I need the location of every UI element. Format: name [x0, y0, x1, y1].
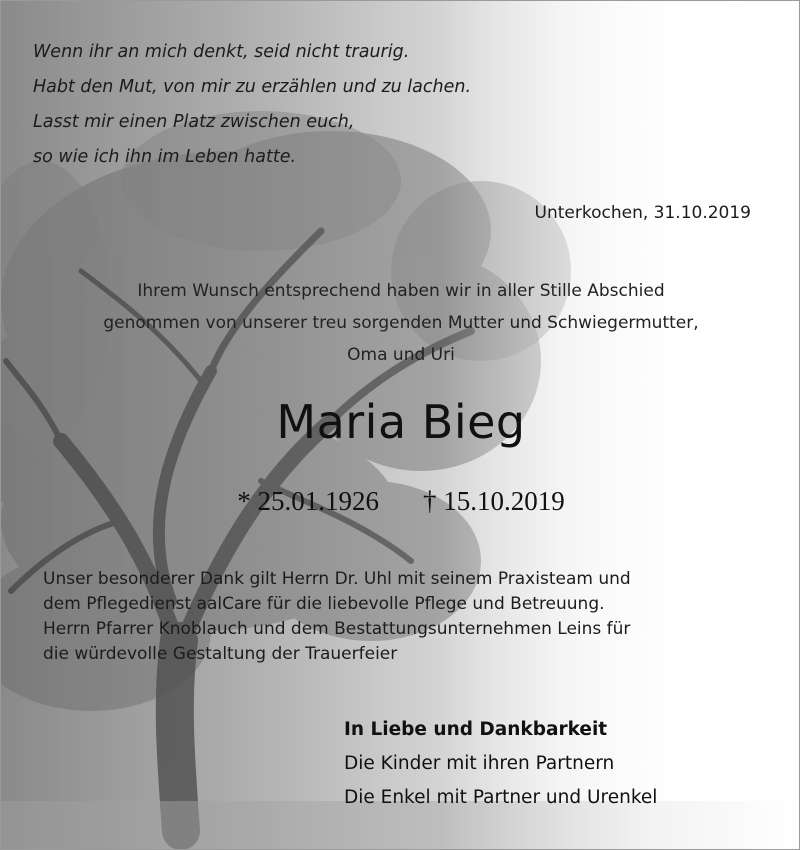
- poem-line: Wenn ihr an mich denkt, seid nicht traurig.: [33, 42, 410, 62]
- thanks-line: die würdevolle Gestaltung der Trauerfeier: [43, 644, 398, 664]
- deceased-name: Maria Bieg: [276, 395, 526, 449]
- signature-line: Die Kinder mit ihren Partnern: [344, 753, 615, 774]
- thanks-line: Herrn Pfarrer Knoblauch und dem Bestattungsunternehmen Leins für: [43, 619, 631, 639]
- poem-line: so wie ich ihn im Leben hatte.: [33, 147, 297, 167]
- death-notice-text: [21, 275, 781, 371]
- signature-line: Die Enkel mit Partner und Urenkel: [344, 787, 658, 808]
- notice-line: Oma und Uri: [347, 345, 455, 365]
- notice-line: genommen von unserer treu sorgenden Mutter und Schwiegermutter,: [103, 313, 699, 333]
- birth-date: * 25.01.1926: [237, 486, 379, 516]
- poem-block: [33, 35, 471, 175]
- place-date: Unterkochen, 31.10.2019: [534, 203, 751, 223]
- signature-closing: In Liebe und Dankbarkeit: [344, 719, 608, 740]
- thanks-paragraph: [43, 567, 631, 667]
- thanks-line: dem Pflegedienst aalCare für die liebevolle Pflege und Betreuung.: [43, 594, 605, 614]
- notice-line: Ihrem Wunsch entsprechend haben wir in aller Stille Abschied: [137, 281, 665, 301]
- thanks-line: Unser besonderer Dank gilt Herrn Dr. Uhl mit seinem Praxisteam und: [43, 569, 631, 589]
- life-dates: [1, 486, 800, 517]
- poem-line: Lasst mir einen Platz zwischen euch,: [33, 112, 355, 132]
- death-date: † 15.10.2019: [423, 486, 565, 516]
- poem-line: Habt den Mut, von mir zu erzählen und zu lachen.: [33, 77, 472, 97]
- signature-block: [344, 713, 657, 815]
